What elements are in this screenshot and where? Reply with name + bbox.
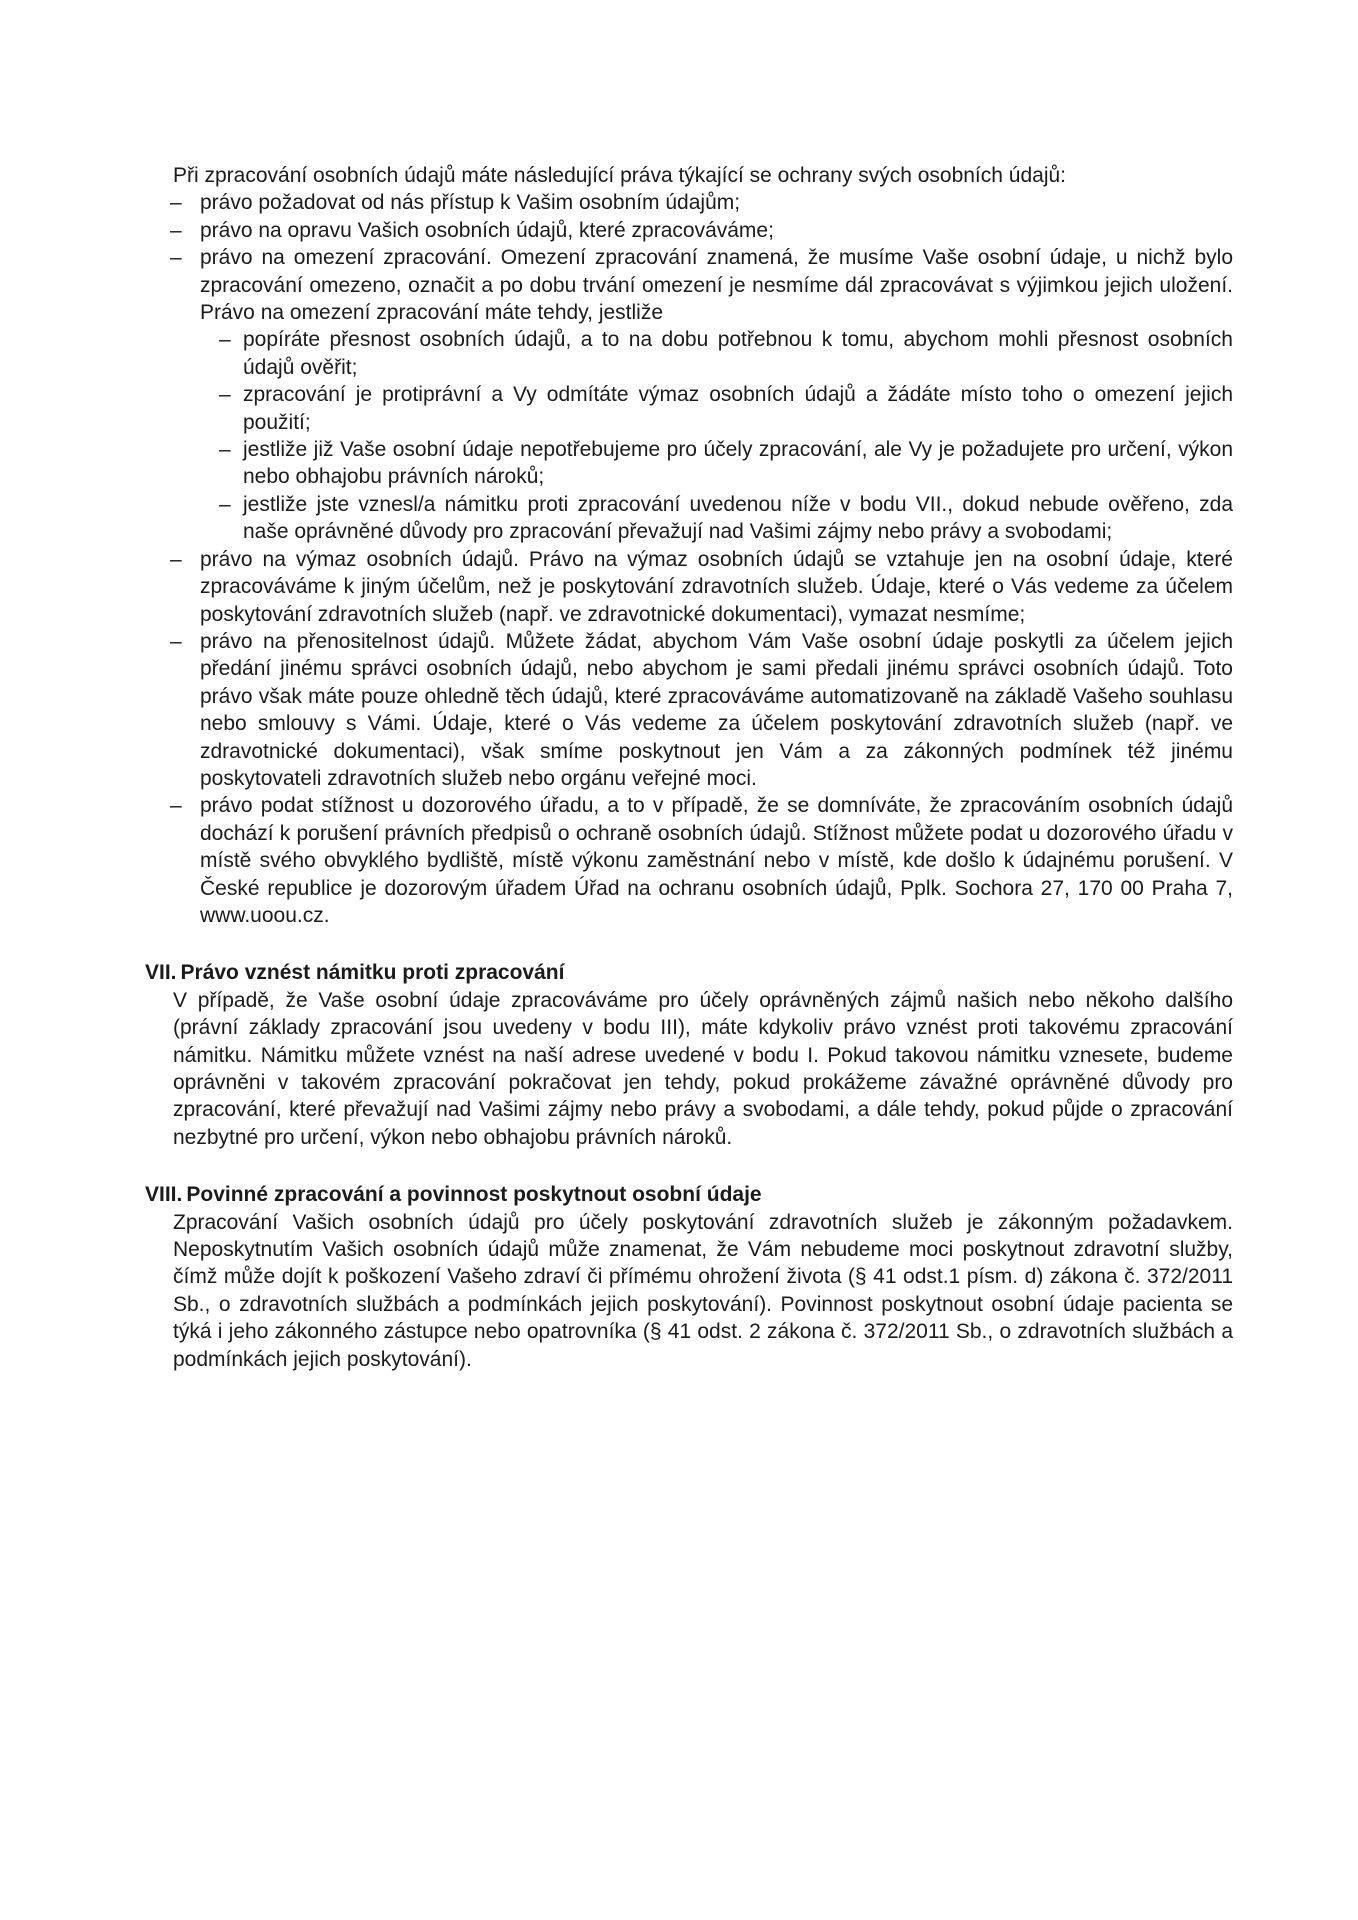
list-item-text: právo požadovat od nás přístup k Vašim osobním údajům;	[200, 191, 741, 215]
rights-list	[145, 189, 1233, 929]
list-item	[145, 189, 1233, 216]
section-body: V případě, že Vaše osobní údaje zpracováváme pro účely oprávněných zájmů našich nebo někoho dalšího (právní základy zpracování jsou uvedeny v bodu III), máte kdykoliv právo vznést proti takovému zpracování námitku. Námitku můžete vznést na naší adrese uvedené v bodu I. Pokud takovou námitku vznesete, budeme oprávněni v takovém zpracování pokračovat jen tehdy, pokud prokážeme závažné oprávněné důvody pro zpracování, které převažují nad Vašimi zájmy nebo právy a svobodami, a dále tehdy, pokud půjde o zpracování nezbytné pro určení, výkon nebo obhajobu právních nároků.	[173, 988, 1233, 1149]
section-number: VII.	[145, 961, 177, 985]
dash-bullet: –	[170, 218, 182, 242]
sub-list-item-text: jestliže jste vznesl/a námitku proti zpracování uvedenou níže v bodu VII., dokud nebude ověřeno, zda naše oprávněné důvody pro zpracování převažují nad Vašimi zájmy nebo právy a svobodami;	[243, 492, 1233, 544]
section-vii	[145, 959, 1233, 1151]
section-title: Povinné zpracování a povinnost poskytnout osobní údaje	[186, 1183, 762, 1207]
section-title: Právo vznést námitku proti zpracování	[180, 961, 565, 985]
dash-bullet: –	[219, 438, 231, 462]
sub-list-item	[145, 491, 1233, 546]
sub-list-item-text: popíráte přesnost osobních údajů, a to na dobu potřebnou k tomu, abychom mohli přesnost osobních údajů ověřit;	[243, 328, 1233, 379]
list-item-text: právo na opravu Vašich osobních údajů, které zpracováváme;	[200, 218, 774, 242]
sub-list-item	[145, 381, 1233, 436]
section-number: VIII.	[145, 1183, 183, 1207]
sub-list-item	[145, 326, 1233, 381]
list-item-text: právo podat stížnost u dozorového úřadu, a to v případě, že se domníváte, že zpracováním osobních údajů dochází k porušení právních předpisů o ochraně osobních údajů. Stížnost můžete podat u dozorového úřadu v místě svého obvyklého bydliště, místě výkonu zaměstnání nebo v místě, kde došlo k údajnému porušení. V České republice je dozorovým úřadem Úřad na ochranu osobních údajů, Pplk. Sochora 27, 170 00 Praha 7, www.uoou.cz.	[200, 794, 1233, 927]
dash-bullet: –	[219, 383, 231, 407]
dash-bullet: –	[219, 492, 231, 516]
list-item-text: právo na výmaz osobních údajů. Právo na výmaz osobních údajů se vztahuje jen na osobní údaje, které zpracováváme k jiným účelům, než je poskytování zdravotních služeb. Údaje, které o Vás vedeme za účelem poskytování zdravotních služeb (např. ve zdravotnické dokumentaci), vymazat nesmíme;	[200, 547, 1233, 626]
intro-paragraph: Při zpracování osobních údajů máte následující práva týkající se ochrany svých osobních údajů:	[173, 164, 1066, 187]
document-page	[145, 162, 1233, 1373]
list-item	[145, 244, 1233, 326]
sub-list-item-text: zpracování je protiprávní a Vy odmítáte výmaz osobních údajů a žádáte místo toho o omezení jejich použití;	[243, 383, 1233, 434]
section-body: Zpracování Vašich osobních údajů pro účely poskytování zdravotních služeb je zákonným požadavkem. Neposkytnutím Vašich osobních údajů může znamenat, že Vám nebudeme moci poskytnout zdravotní služby, čímž může dojít k poškození Vašeho zdraví či přímému ohrožení života (§ 41 odst.1 písm. d) zákona č. 372/2011 Sb., o zdravotních službách a podmínkách jejich poskytování). Povinnost poskytnout osobní údaje pacienta se týká i jeho zákonného zástupce nebo opatrovníka (§ 41 odst. 2 zákona č. 372/2011 Sb., o zdravotních službách a podmínkách jejich poskytování).	[173, 1210, 1233, 1371]
list-item-text: právo na přenositelnost údajů. Můžete žádat, abychom Vám Vaše osobní údaje poskytli za účelem jejich předání jinému správci osobních údajů, nebo abychom je sami předali jinému správci osobních údajů. Toto právo však máte pouze ohledně těch údajů, které zpracováváme automatizovaně na základě Vašeho souhlasu nebo smlouvy s Vámi. Údaje, které o Vás vedeme za účelem poskytování zdravotních služeb (např. ve zdravotnické dokumentaci), však smíme poskytnout jen Vám a za zákonných podmínek též jinému poskytovateli zdravotních služeb nebo orgánu veřejné moci.	[200, 629, 1233, 790]
dash-bullet: –	[170, 794, 182, 818]
section-heading	[145, 1181, 1233, 1208]
dash-bullet: –	[170, 629, 182, 653]
section-viii	[145, 1181, 1233, 1373]
dash-bullet: –	[219, 328, 231, 352]
dash-bullet: –	[170, 547, 182, 571]
list-item	[145, 628, 1233, 792]
list-item	[145, 217, 1233, 244]
dash-bullet: –	[170, 191, 182, 215]
sub-list-item	[145, 436, 1233, 491]
section-heading	[145, 959, 1233, 986]
list-item	[145, 546, 1233, 628]
sub-list	[145, 326, 1233, 545]
list-item-text: právo na omezení zpracování. Omezení zpracování znamená, že musíme Vaše osobní údaje, u nichž bylo zpracování omezeno, označit a po dobu trvání omezení je nesmíme dál zpracovávat s výjimkou jejich uložení. Právo na omezení zpracování máte tehdy, jestliže	[200, 246, 1233, 325]
sub-list-item-text: jestliže již Vaše osobní údaje nepotřebujeme pro účely zpracování, ale Vy je požadujete pro určení, výkon nebo obhajobu právních nároků;	[243, 438, 1233, 489]
dash-bullet: –	[170, 246, 182, 270]
list-item	[145, 792, 1233, 929]
